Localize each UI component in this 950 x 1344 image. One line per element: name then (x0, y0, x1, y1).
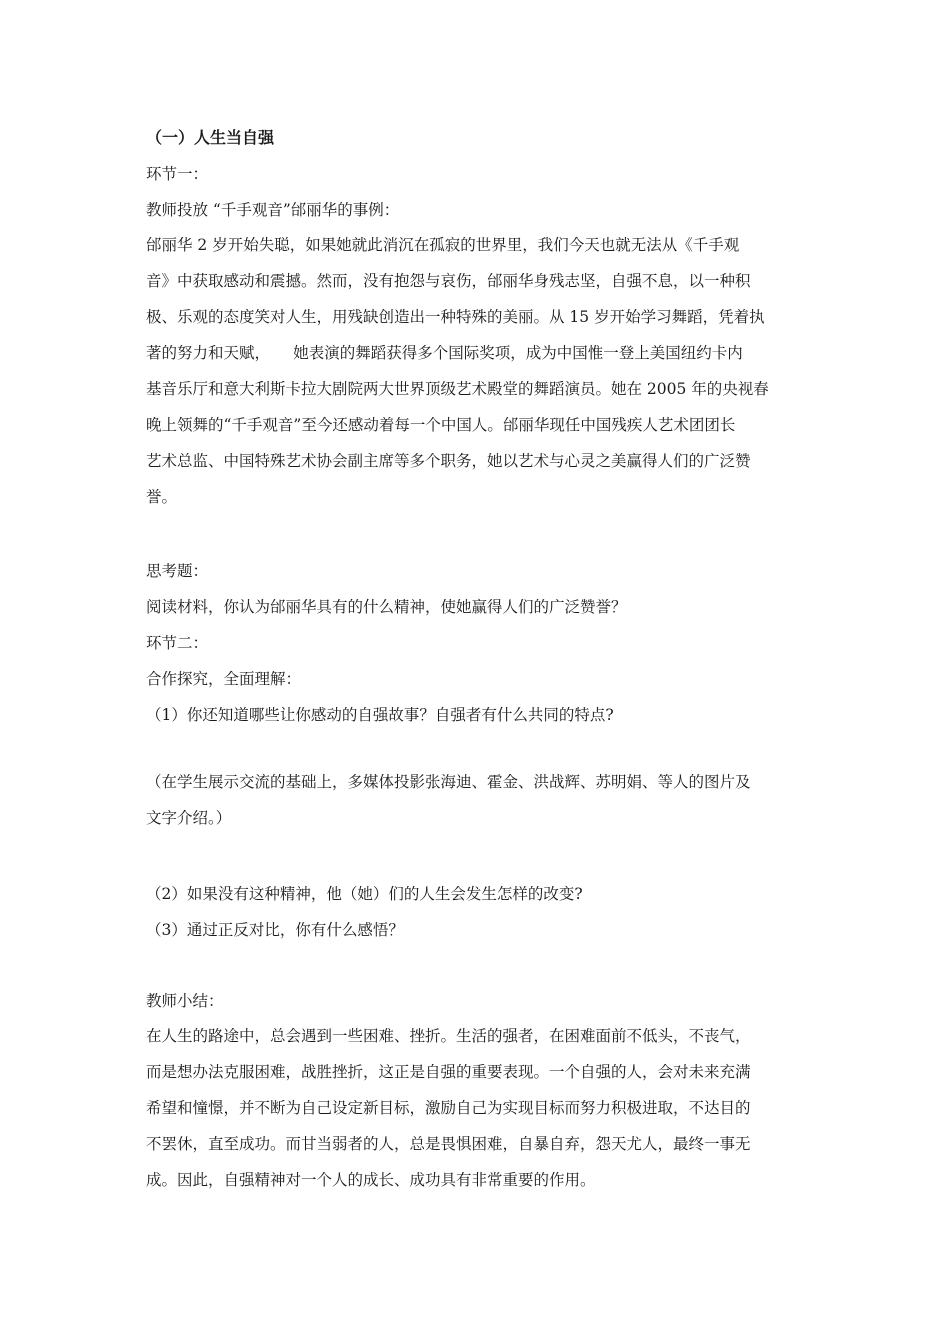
summary-line: 希望和憧憬，并不断为自己设定新目标，激励自己为实现目标而努力积极进取，不达目的 (146, 1099, 751, 1117)
story-line: 著的努力和天赋， 她表演的舞蹈获得多个国际奖项，成为中国惟一登上美国纽约卡内 (146, 344, 743, 362)
step2-label: 环节二： (146, 634, 209, 652)
summary-paragraph (146, 1018, 810, 1198)
step2-intro: 合作探究，全面理解： (146, 670, 302, 688)
think-label: 思考题： (146, 562, 209, 580)
summary-line: 成。因此，自强精神对一个人的成长、成功具有非常重要的作用。 (146, 1171, 596, 1189)
step1-label: 环节一： (146, 165, 209, 183)
question-3: （3）通过正反对比，你有什么感悟？ (146, 921, 404, 939)
summary-line: 而是想办法克服困难，战胜挫折，这正是自强的重要表现。一个自强的人，会对未来充满 (146, 1063, 751, 1081)
step1-intro: 教师投放 “千手观音”邰丽华的事例： (146, 201, 400, 219)
question-1: （1）你还知道哪些让你感动的自强故事？自强者有什么共同的特点? (146, 706, 614, 724)
story-line: 音》中获取感动和震撼。然而，没有抱怨与哀伤，邰丽华身残志坚，自强不息，以一种积 (146, 272, 751, 290)
story-line: 基音乐厅和意大利斯卡拉大剧院两大世界顶级艺术殿堂的舞蹈演员。她在 2005 年的央视春 (146, 380, 769, 398)
section-title: （一）人生当自强 (146, 128, 275, 147)
note-line: 文字介绍。） (146, 809, 232, 827)
note-paragraph (146, 764, 810, 836)
think-question: 阅读材料，你认为邰丽华具有的什么精神，使她赢得人们的广泛赞誉？ (146, 598, 627, 616)
summary-line: 在人生的路途中，总会遇到一些困难、挫折。生活的强者，在困难面前不低头，不丧气， (146, 1027, 751, 1045)
summary-line: 不罢休，直至成功。而甘当弱者的人，总是畏惧困难，自暴自弃，怨天尤人，最终一事无 (146, 1135, 751, 1153)
story-paragraph (146, 227, 810, 515)
story-line: 极、乐观的态度笑对人生，用残缺创造出一种特殊的美丽。从 15 岁开始学习舞蹈，凭着执 (146, 308, 765, 326)
story-line: 艺术总监、中国特殊艺术协会副主席等多个职务，她以艺术与心灵之美赢得人们的广泛赞 (146, 452, 751, 470)
story-line: 誉。 (146, 488, 178, 506)
story-line: 晚上领舞的“千手观音”至今还感动着每一个中国人。邰丽华现任中国残疾人艺术团团长 (146, 416, 736, 434)
question-2: （2）如果没有这种精神，他（她）们的人生会发生怎样的改变? (146, 885, 583, 903)
note-line: （在学生展示交流的基础上，多媒体投影张海迪、霍金、洪战辉、苏明娟、等人的图片及 (146, 773, 751, 791)
summary-label: 教师小结： (146, 992, 224, 1010)
story-line: 邰丽华 2 岁开始失聪，如果她就此消沉在孤寂的世界里，我们今天也就无法从《千手观 (146, 236, 740, 254)
